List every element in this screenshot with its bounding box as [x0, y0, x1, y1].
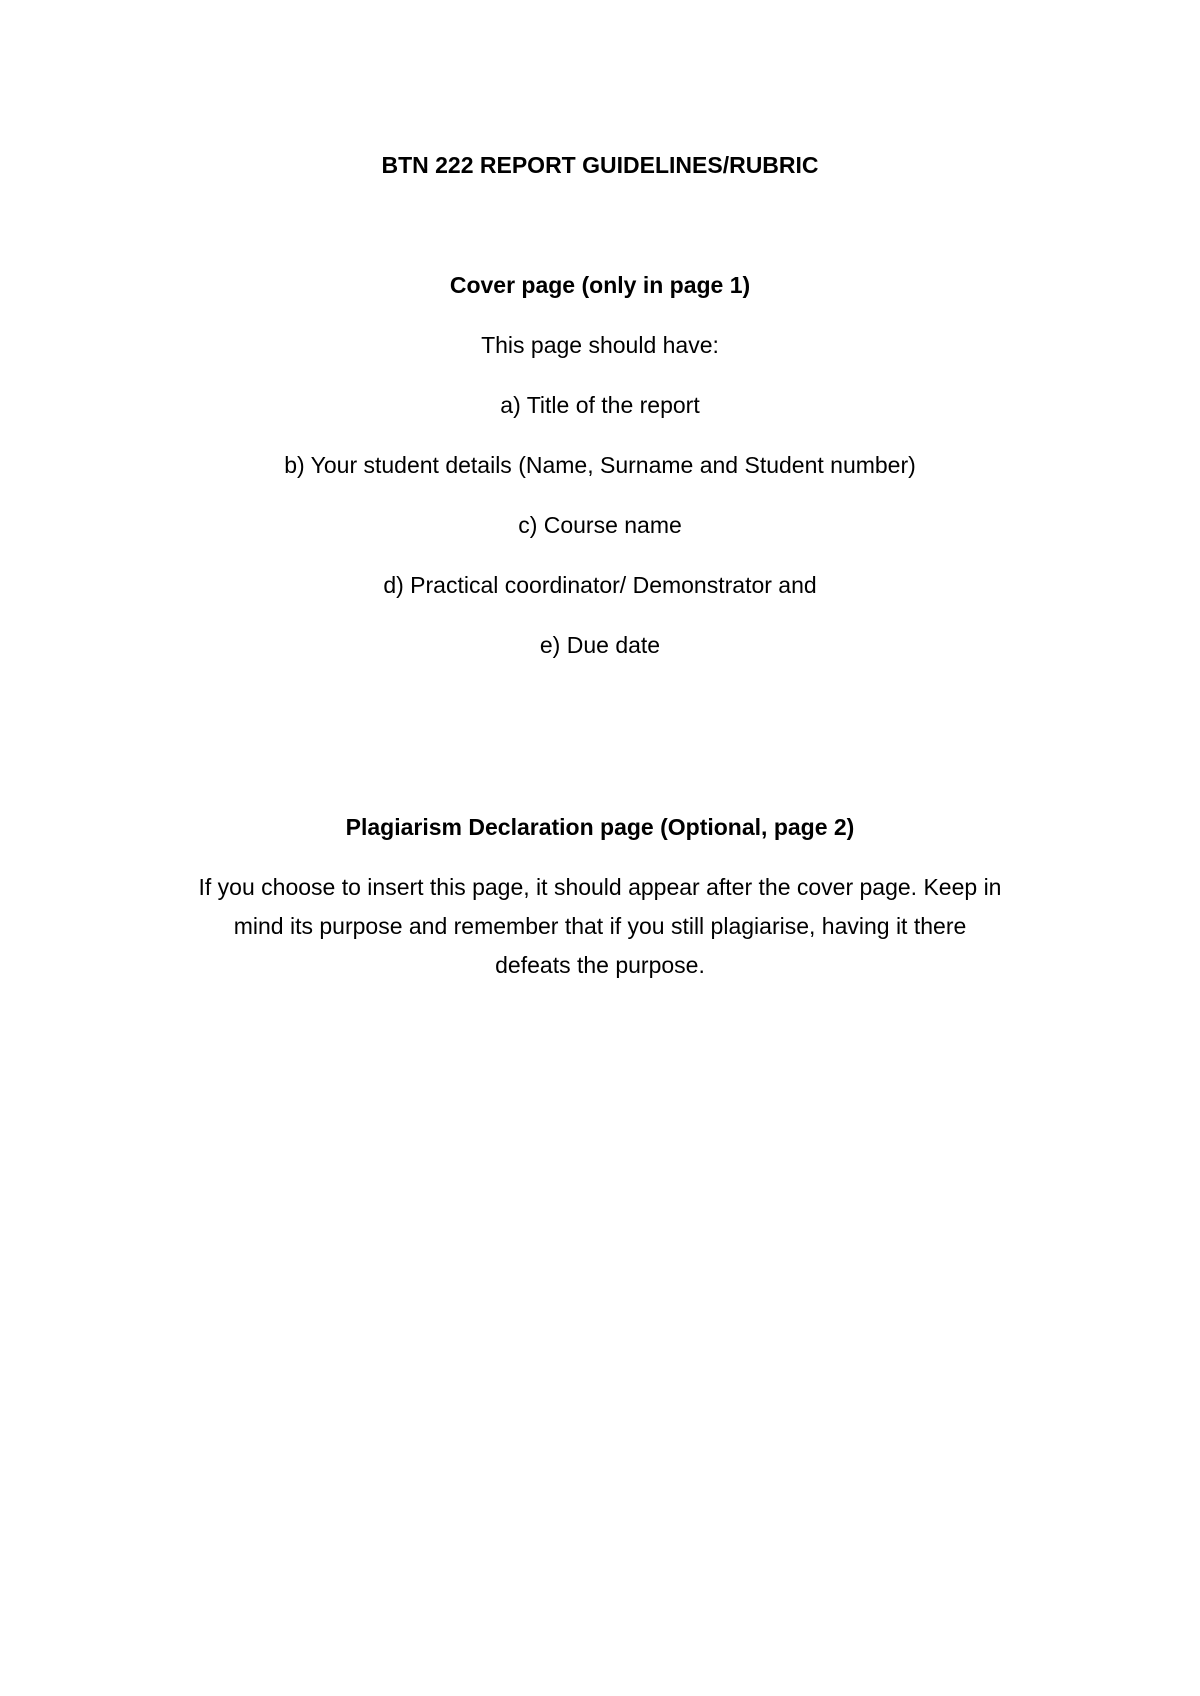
- cover-section-intro: This page should have:: [481, 332, 719, 358]
- cover-section-heading: Cover page (only in page 1): [449, 272, 751, 298]
- list-item: a) Title of the report: [500, 392, 700, 418]
- plagiarism-section-body: [120, 868, 1080, 985]
- list-item: c) Course name: [518, 512, 682, 538]
- paragraph-line: defeats the purpose.: [495, 952, 705, 978]
- document-title: BTN 222 REPORT GUIDELINES/RUBRIC: [381, 152, 819, 178]
- plagiarism-section-heading: Plagiarism Declaration page (Optional, page 2): [345, 814, 855, 840]
- paragraph-line: If you choose to insert this page, it should appear after the cover page. Keep in: [198, 874, 1002, 900]
- paragraph-line: mind its purpose and remember that if you still plagiarise, having it there: [233, 913, 967, 939]
- list-item: b) Your student details (Name, Surname and Student number): [284, 452, 916, 478]
- list-item: d) Practical coordinator/ Demonstrator and: [383, 572, 817, 598]
- list-item: e) Due date: [539, 632, 661, 658]
